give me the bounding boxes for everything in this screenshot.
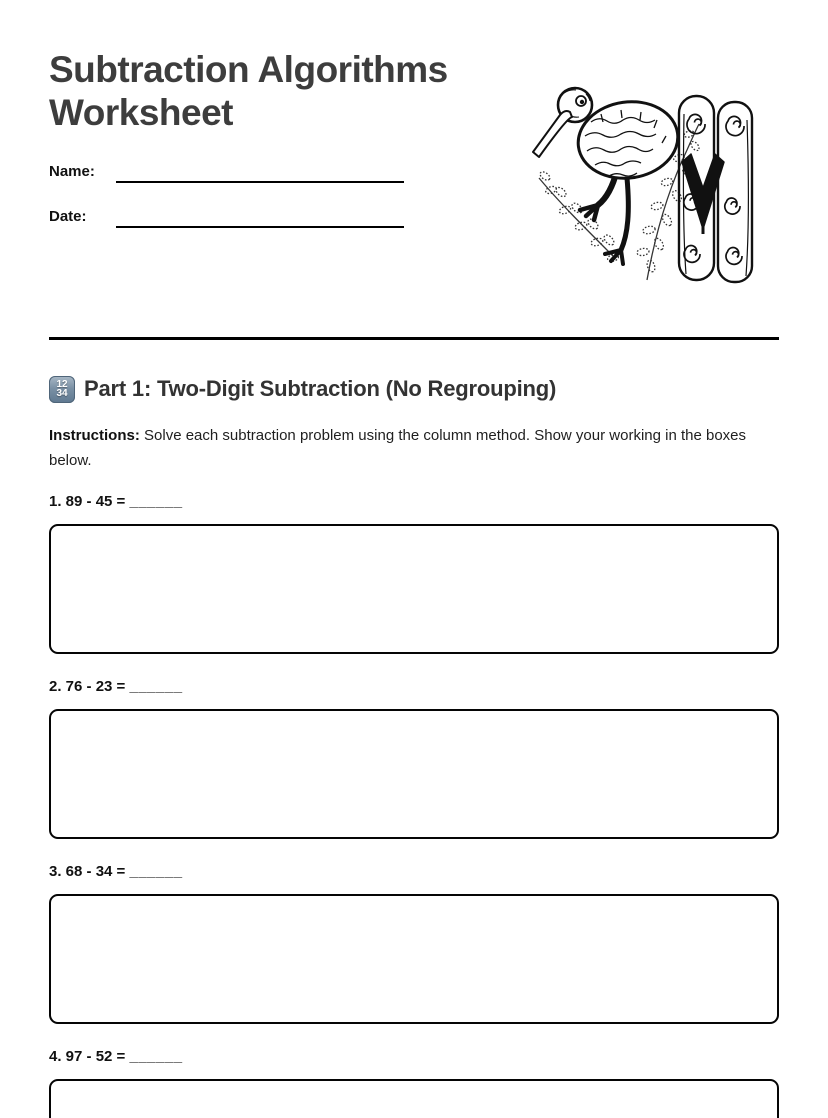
problem-4-answer-blank[interactable]: ______ [129, 1048, 183, 1065]
problem-4-label [49, 1048, 779, 1065]
problem-2-answer-blank[interactable]: ______ [129, 678, 183, 695]
problem-3-label [49, 863, 779, 880]
part1-heading: Part 1: Two-Digit Subtraction (No Regrouping) [84, 376, 557, 401]
kiwi-bird [533, 88, 683, 264]
problem-1 [49, 493, 779, 654]
kiwi-illustration [531, 84, 763, 284]
problem-2-workbox[interactable] [49, 709, 779, 839]
input-numbers-icon-top: 12 [56, 379, 68, 390]
problem-4-expression: 4. 97 - 52 = [49, 1048, 126, 1065]
date-label: Date: [49, 208, 87, 225]
problem-1-workbox[interactable] [49, 524, 779, 654]
problem-1-answer-blank[interactable]: ______ [129, 493, 183, 510]
part1-heading-row [49, 373, 779, 405]
problem-4 [49, 1048, 779, 1118]
problem-4-workbox[interactable] [49, 1079, 779, 1118]
instructions-text: Solve each subtraction problem using the column method. Show your working in the boxes below. [49, 427, 747, 469]
instructions-label: Instructions: [49, 427, 140, 444]
instructions [49, 423, 773, 473]
problem-3-workbox[interactable] [49, 894, 779, 1024]
problem-1-expression: 1. 89 - 45 = [49, 493, 126, 510]
input-numbers-icon-bottom: 34 [56, 388, 68, 399]
section-divider [49, 337, 779, 340]
problem-3-expression: 3. 68 - 34 = [49, 863, 126, 880]
name-input-line[interactable] [116, 162, 404, 183]
problem-2 [49, 678, 779, 839]
page-title: Subtraction Algorithms Worksheet [49, 49, 448, 133]
maori-carving [679, 96, 752, 282]
fern-left [539, 170, 619, 262]
problem-3 [49, 863, 779, 1024]
problem-2-label [49, 678, 779, 695]
date-input-line[interactable] [116, 207, 404, 228]
name-label: Name: [49, 163, 95, 180]
problem-1-label [49, 493, 779, 510]
problem-2-expression: 2. 76 - 23 = [49, 678, 126, 695]
input-numbers-icon [49, 376, 75, 403]
problem-3-answer-blank[interactable]: ______ [129, 863, 183, 880]
